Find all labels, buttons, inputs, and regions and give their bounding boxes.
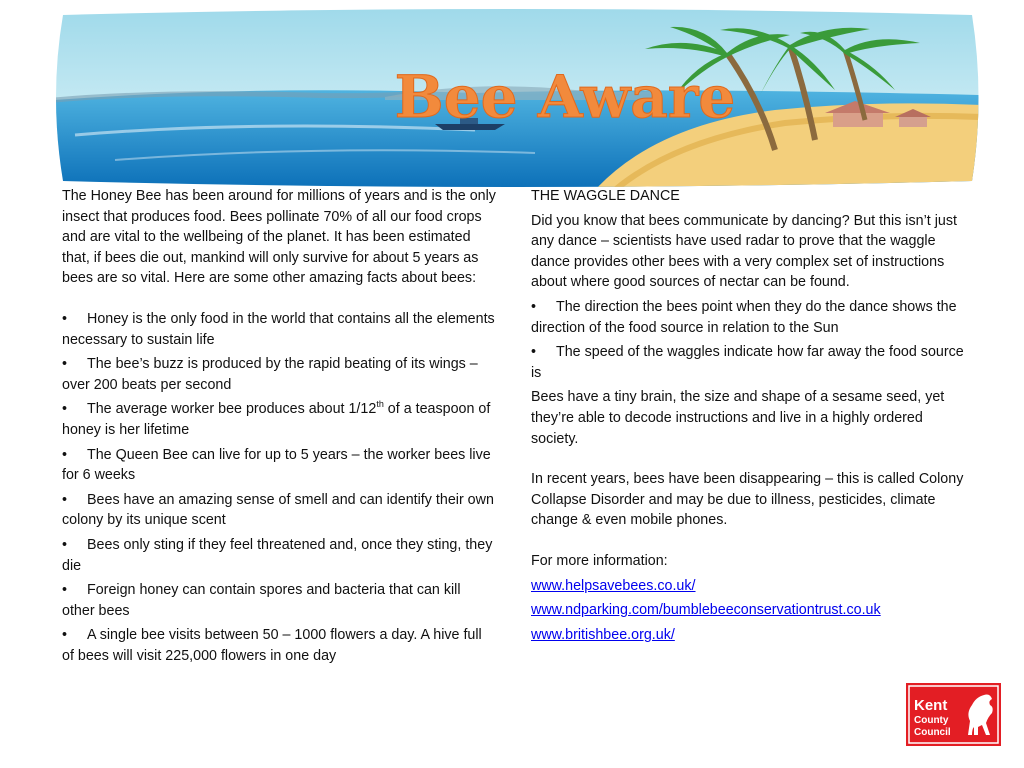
- fact-item: • A single bee visits between 50 – 1000 flowers a day. A hive full of bees will visit 225,000 flowers in one day: [62, 627, 482, 664]
- svg-text:Council: Council: [914, 727, 951, 738]
- bullet-icon: •: [62, 582, 68, 599]
- waggle-bullet-item: • The speed of the waggles indicate how far away the food source is: [531, 344, 964, 381]
- bullet-icon: •: [531, 298, 537, 315]
- fact-item: • Honey is the only food in the world that contains all the elements necessary to sustain life: [62, 310, 495, 348]
- header-banner: [55, 5, 980, 190]
- link-britishbee[interactable]: www.britishbee.org.uk/: [531, 626, 675, 643]
- fact-item: • Foreign honey can contain spores and bacteria that can kill other bees: [62, 582, 461, 619]
- bullet-icon: •: [62, 446, 68, 463]
- intro-paragraph: The Honey Bee has been around for millions of years and is the only insect that produces food. Bees pollinate 70% of all our food crops and are vital to the wellbeing of the planet. It has been estimated that, if bees die out, mankind will only survive for about 5 years as bees are so vital. Here are some other amazing facts about bees:: [62, 188, 496, 287]
- left-column: [62, 186, 496, 670]
- fact-item: • The Queen Bee can live for up to 5 years – the worker bees live for 6 weeks: [62, 446, 491, 484]
- section-heading: THE WAGGLE DANCE: [531, 188, 680, 204]
- fact-item: • Bees have an amazing sense of smell and can identify their own colony by its unique scent: [62, 491, 494, 529]
- waggle-bullet-item: • The direction the bees point when they do the dance shows the direction of the food source in relation to the Sun: [531, 298, 957, 336]
- ccd-paragraph: In recent years, bees have been disappearing – this is called Colony Collapse Disorder and may be due to illness, pesticides, climate change & even mobile phones.: [531, 471, 964, 529]
- svg-text:County: County: [914, 715, 949, 726]
- right-column: [531, 186, 967, 649]
- more-info-label: For more information:: [531, 552, 668, 569]
- banner-title: Bee Aware: [394, 63, 736, 131]
- kent-county-council-logo: [906, 683, 1001, 746]
- fact-item: • The bee’s buzz is produced by the rapid beating of its wings – over 200 beats per second: [62, 356, 478, 393]
- bullet-icon: •: [62, 356, 68, 373]
- fact-item: • Bees only sting if they feel threatened and, once they sting, they die: [62, 536, 493, 574]
- bullet-icon: •: [62, 536, 68, 553]
- bullet-icon: •: [62, 627, 68, 644]
- link-bumblebee-trust[interactable]: www.ndparking.com/bumblebeeconservationtrust.co.uk: [531, 602, 881, 619]
- fact-item: • The average worker bee produces about 1/12th of a teaspoon of honey is her lifetime: [62, 399, 491, 438]
- bullet-icon: •: [62, 310, 68, 327]
- svg-text:Kent: Kent: [914, 697, 948, 714]
- bullet-icon: •: [62, 401, 68, 418]
- bullet-icon: •: [62, 491, 68, 508]
- waggle-intro-paragraph: Did you know that bees communicate by dancing? But this isn’t just any dance – scientists have used radar to prove that the waggle dance provides other bees with a very complex set of instructions about where good sources of nectar can be found.: [531, 212, 957, 291]
- brain-paragraph: Bees have a tiny brain, the size and shape of a sesame seed, yet they’re able to decode instructions and live in a highly ordered society.: [531, 389, 945, 447]
- bullet-icon: •: [531, 344, 537, 361]
- link-helpsavebees[interactable]: www.helpsavebees.co.uk/: [531, 577, 696, 594]
